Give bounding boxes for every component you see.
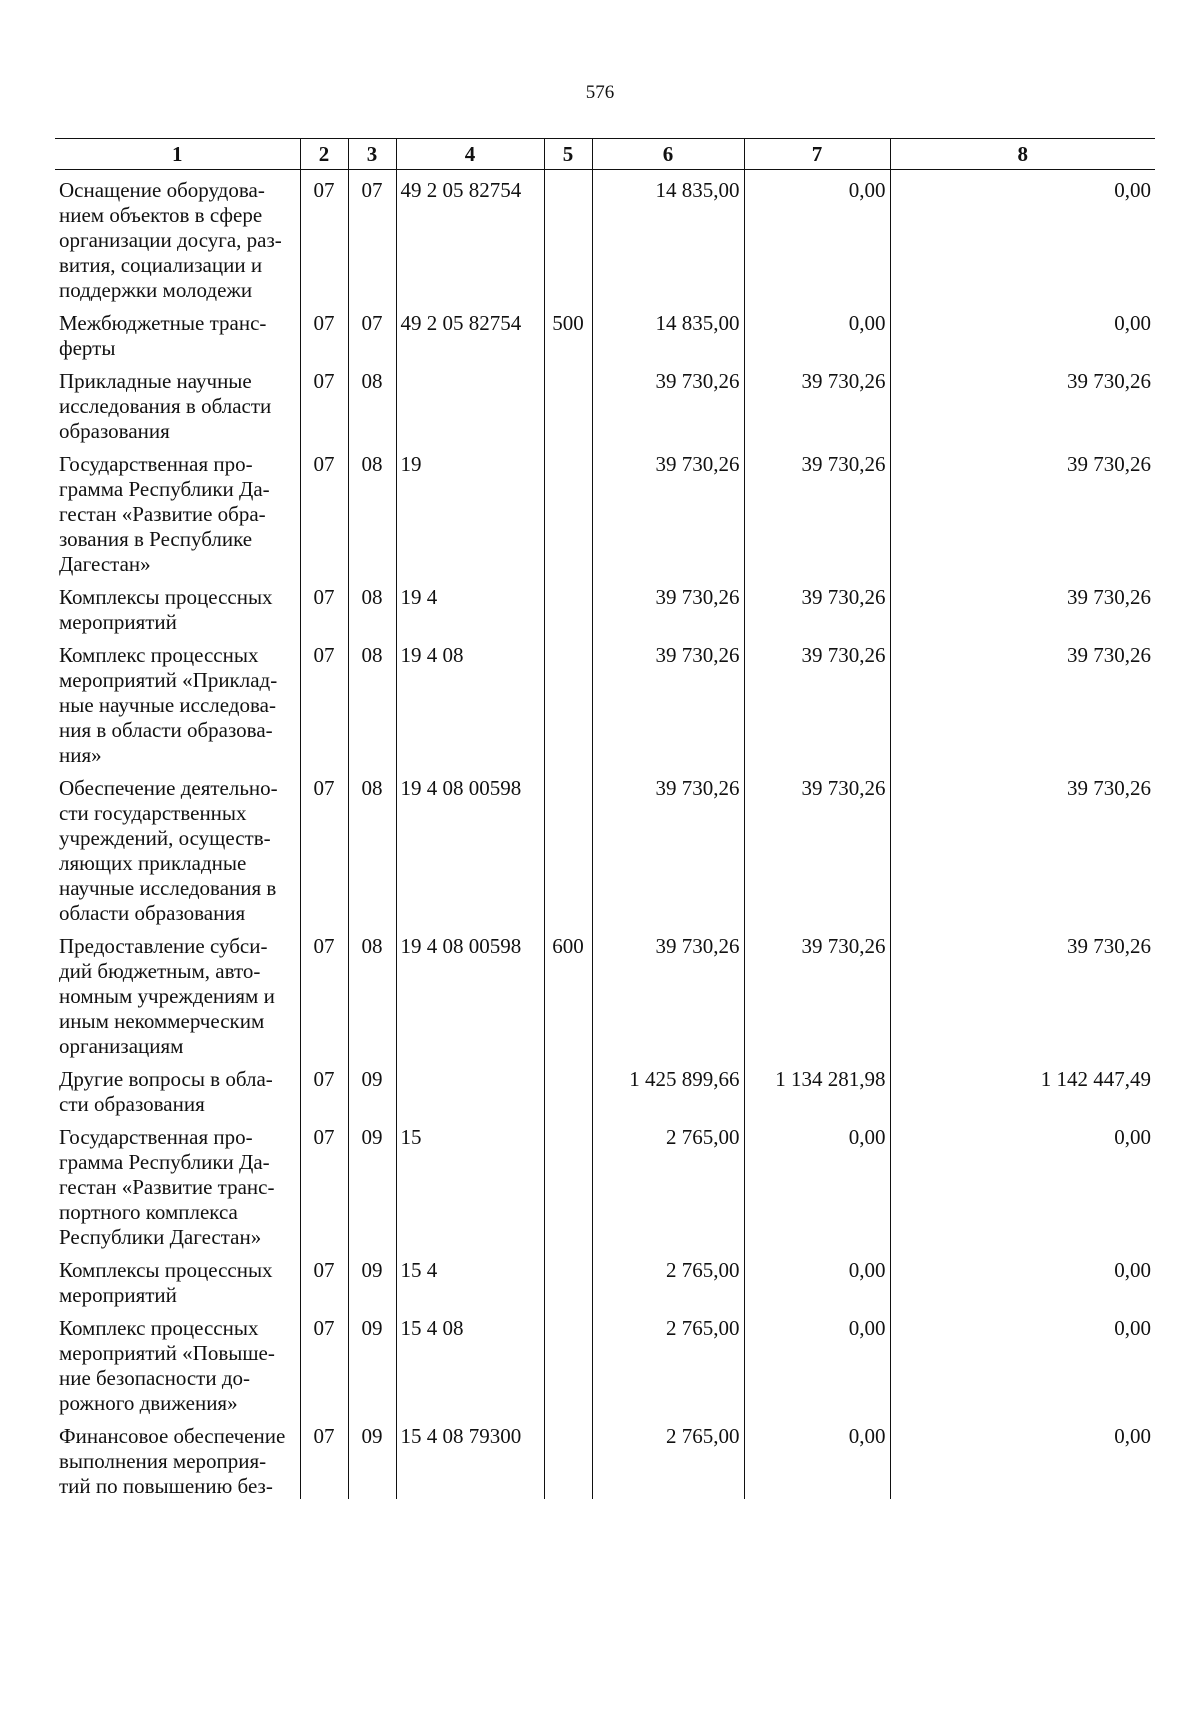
table-row <box>55 1308 1155 1416</box>
row-name: Комплексы процессных мероприятий <box>59 585 273 634</box>
expense-type-code: 600 <box>544 926 592 1059</box>
amount-col-7: 39 730,26 <box>744 577 890 635</box>
amount-col-8: 0,00 <box>890 1416 1155 1499</box>
row-name: Оснащение оборудова- нием объектов в сфере организации досуга, раз- вития, социализации и поддержки молодежи <box>59 178 282 302</box>
row-name: Государственная про- грамма Республики Да- гестан «Развитие обра- зования в Республике Дагестан» <box>59 452 270 576</box>
table-row <box>55 926 1155 1059</box>
column-header-5: 5 <box>544 139 592 170</box>
target-article-code: 49 2 05 82754 <box>396 303 544 361</box>
expense-type-code <box>544 361 592 444</box>
amount-col-7: 1 134 281,98 <box>744 1059 890 1117</box>
subsection-code: 09 <box>348 1250 396 1308</box>
amount-col-7: 39 730,26 <box>744 926 890 1059</box>
section-code: 07 <box>300 635 348 768</box>
row-name: Межбюджетные транс- ферты <box>59 311 267 360</box>
section-code: 07 <box>300 1059 348 1117</box>
column-header-3: 3 <box>348 139 396 170</box>
target-article-code: 19 4 08 <box>396 635 544 768</box>
table-row <box>55 170 1155 304</box>
expense-type-code <box>544 635 592 768</box>
row-name: Комплекс процессных мероприятий «Повыше- ние безопасности до- рожного движения» <box>59 1316 275 1415</box>
amount-col-8: 39 730,26 <box>890 635 1155 768</box>
table-row <box>55 444 1155 577</box>
header-row <box>55 139 1155 170</box>
amount-col-6: 14 835,00 <box>592 303 744 361</box>
subsection-code: 08 <box>348 577 396 635</box>
row-name: Финансовое обеспечение выполнения мероприя- тий по повышению без- <box>59 1424 286 1498</box>
table-row <box>55 303 1155 361</box>
target-article-code: 19 4 08 00598 <box>396 768 544 926</box>
amount-col-6: 2 765,00 <box>592 1416 744 1499</box>
subsection-code: 08 <box>348 361 396 444</box>
column-header-1: 1 <box>55 139 300 170</box>
subsection-code: 07 <box>348 303 396 361</box>
amount-col-7: 0,00 <box>744 1416 890 1499</box>
page-number: 576 <box>585 82 615 103</box>
expense-type-code <box>544 768 592 926</box>
target-article-code: 49 2 05 82754 <box>396 170 544 304</box>
section-code: 07 <box>300 444 348 577</box>
table-row <box>55 361 1155 444</box>
amount-col-8: 0,00 <box>890 1308 1155 1416</box>
table-row <box>55 1117 1155 1250</box>
amount-col-8: 39 730,26 <box>890 926 1155 1059</box>
section-code: 07 <box>300 577 348 635</box>
expense-type-code: 500 <box>544 303 592 361</box>
amount-col-7: 39 730,26 <box>744 635 890 768</box>
amount-col-7: 0,00 <box>744 1117 890 1250</box>
row-name: Государственная про- грамма Республики Да- гестан «Развитие транс- портного комплекса Республики Дагестан» <box>59 1125 275 1249</box>
section-code: 07 <box>300 361 348 444</box>
amount-col-6: 39 730,26 <box>592 577 744 635</box>
target-article-code: 19 4 <box>396 577 544 635</box>
table-row <box>55 768 1155 926</box>
amount-col-6: 1 425 899,66 <box>592 1059 744 1117</box>
row-name: Обеспечение деятельно- сти государственных учреждений, осуществ- ляющих прикладные научные исследования в области образования <box>59 776 278 925</box>
amount-col-6: 2 765,00 <box>592 1308 744 1416</box>
row-name: Комплекс процессных мероприятий «Приклад- ные научные исследова- ния в области образова- ния» <box>59 643 278 767</box>
subsection-code: 07 <box>348 170 396 304</box>
amount-col-6: 14 835,00 <box>592 170 744 304</box>
amount-col-6: 2 765,00 <box>592 1250 744 1308</box>
target-article-code: 19 4 08 00598 <box>396 926 544 1059</box>
subsection-code: 08 <box>348 768 396 926</box>
amount-col-6: 39 730,26 <box>592 361 744 444</box>
section-code: 07 <box>300 1308 348 1416</box>
section-code: 07 <box>300 768 348 926</box>
expense-type-code <box>544 577 592 635</box>
amount-col-7: 39 730,26 <box>744 444 890 577</box>
section-code: 07 <box>300 303 348 361</box>
target-article-code: 15 4 <box>396 1250 544 1308</box>
column-header-8: 8 <box>890 139 1155 170</box>
target-article-code: 15 4 08 79300 <box>396 1416 544 1499</box>
target-article-code <box>396 1059 544 1117</box>
section-code: 07 <box>300 1416 348 1499</box>
amount-col-8: 39 730,26 <box>890 444 1155 577</box>
amount-col-8: 0,00 <box>890 1117 1155 1250</box>
target-article-code <box>396 361 544 444</box>
section-code: 07 <box>300 170 348 304</box>
target-article-code: 19 <box>396 444 544 577</box>
section-code: 07 <box>300 926 348 1059</box>
expense-type-code <box>544 170 592 304</box>
amount-col-6: 2 765,00 <box>592 1117 744 1250</box>
amount-col-6: 39 730,26 <box>592 926 744 1059</box>
amount-col-6: 39 730,26 <box>592 768 744 926</box>
amount-col-8: 0,00 <box>890 170 1155 304</box>
subsection-code: 09 <box>348 1416 396 1499</box>
table-row <box>55 1059 1155 1117</box>
row-name: Предоставление субси- дий бюджетным, авто- номным учреждениям и иным некоммерческим организациям <box>59 934 275 1058</box>
column-header-7: 7 <box>744 139 890 170</box>
subsection-code: 08 <box>348 635 396 768</box>
section-code: 07 <box>300 1117 348 1250</box>
amount-col-7: 0,00 <box>744 303 890 361</box>
budget-table <box>55 138 1155 1499</box>
column-header-2: 2 <box>300 139 348 170</box>
amount-col-7: 0,00 <box>744 1250 890 1308</box>
subsection-code: 08 <box>348 926 396 1059</box>
row-name: Комплексы процессных мероприятий <box>59 1258 273 1307</box>
expense-type-code <box>544 1250 592 1308</box>
amount-col-8: 0,00 <box>890 1250 1155 1308</box>
amount-col-6: 39 730,26 <box>592 444 744 577</box>
amount-col-7: 0,00 <box>744 170 890 304</box>
table-body <box>55 170 1155 1500</box>
target-article-code: 15 <box>396 1117 544 1250</box>
target-article-code: 15 4 08 <box>396 1308 544 1416</box>
section-code: 07 <box>300 1250 348 1308</box>
subsection-code: 09 <box>348 1308 396 1416</box>
amount-col-8: 0,00 <box>890 303 1155 361</box>
amount-col-8: 1 142 447,49 <box>890 1059 1155 1117</box>
row-name: Прикладные научные исследования в области образования <box>59 369 272 443</box>
column-header-6: 6 <box>592 139 744 170</box>
amount-col-7: 39 730,26 <box>744 768 890 926</box>
expense-type-code <box>544 1308 592 1416</box>
amount-col-6: 39 730,26 <box>592 635 744 768</box>
row-name: Другие вопросы в обла- сти образования <box>59 1067 273 1116</box>
table-row <box>55 1250 1155 1308</box>
amount-col-8: 39 730,26 <box>890 768 1155 926</box>
expense-type-code <box>544 1059 592 1117</box>
column-header-4: 4 <box>396 139 544 170</box>
expense-type-code <box>544 1416 592 1499</box>
table-row <box>55 635 1155 768</box>
subsection-code: 08 <box>348 444 396 577</box>
subsection-code: 09 <box>348 1117 396 1250</box>
amount-col-7: 39 730,26 <box>744 361 890 444</box>
table-row <box>55 577 1155 635</box>
expense-type-code <box>544 444 592 577</box>
subsection-code: 09 <box>348 1059 396 1117</box>
amount-col-8: 39 730,26 <box>890 361 1155 444</box>
amount-col-8: 39 730,26 <box>890 577 1155 635</box>
expense-type-code <box>544 1117 592 1250</box>
table-row <box>55 1416 1155 1499</box>
amount-col-7: 0,00 <box>744 1308 890 1416</box>
